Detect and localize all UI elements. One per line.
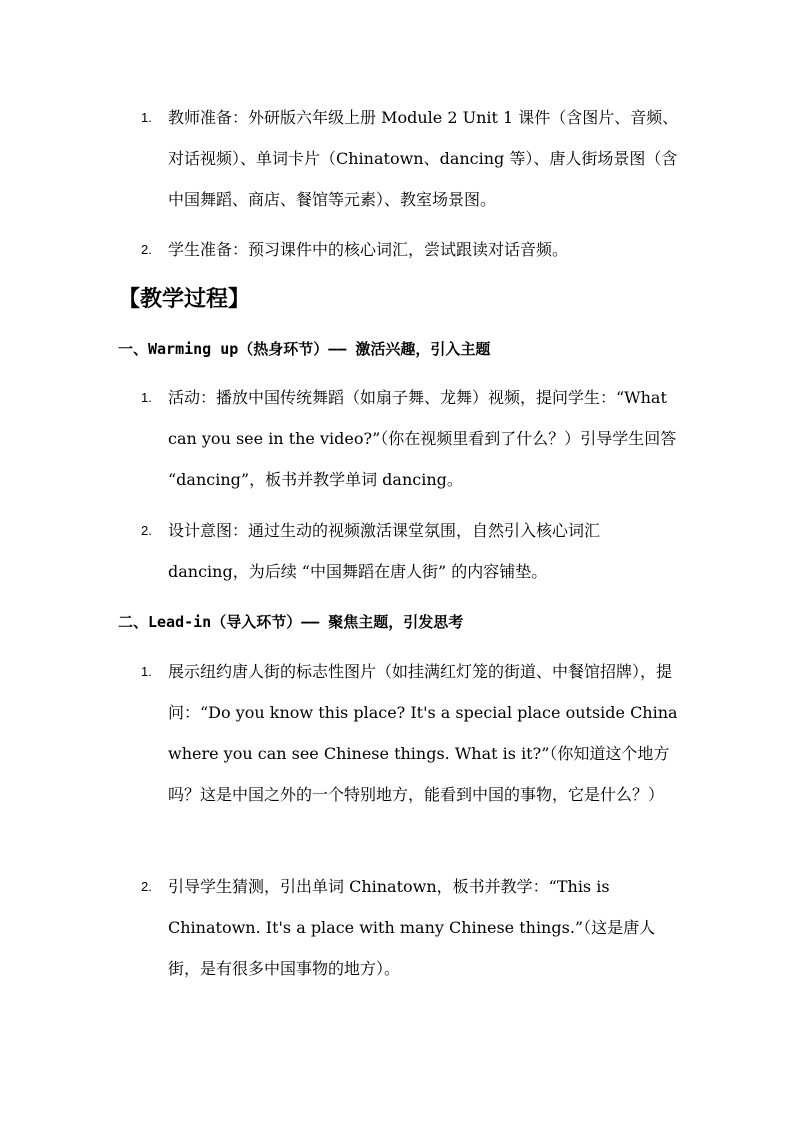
process-title: 【教学过程】: [118, 287, 251, 312]
leadin-item-2: [141, 866, 681, 989]
warmup-item-1: [141, 377, 681, 500]
list-text: 教师准备：外研版六年级上册 Module 2 Unit 1 课件（含图片、音频、对话视频）、单词卡片（Chinatown、dancing 等）、唐人街场景图（含中国舞蹈、商店、餐馆等元素）、教室场景图。: [168, 108, 679, 209]
list-number: 1.: [141, 110, 152, 125]
list-number: 1.: [141, 664, 152, 679]
list-number: 1.: [141, 390, 152, 405]
list-number: 2.: [141, 879, 152, 894]
list-text: 学生准备：预习课件中的核心词汇，尝试跟读对话音频。: [168, 240, 569, 259]
prep-item-1: [141, 97, 681, 220]
warmup-item-2: [141, 510, 681, 592]
list-text: 展示纽约唐人街的标志性图片（如挂满红灯笼的街道、中餐馆招牌），提问：“Do you know this place? It's a special place outside China where you can see Chinese things. What is it?”（你知道这个地方吗？这是中国之外的一个特别地方，能看到中国的事物，它是什么？）: [168, 662, 678, 804]
leadin-item-1: [141, 651, 681, 815]
section-heading-lead-in: 二、Lead-in（导入环节）—— 聚焦主题，引发思考: [118, 613, 464, 631]
prep-item-2: [141, 229, 681, 270]
list-number: 2.: [141, 523, 152, 538]
section-heading-warming-up: 一、Warming up（热身环节）—— 激活兴趣，引入主题: [118, 340, 491, 358]
list-text: 活动：播放中国传统舞蹈（如扇子舞、龙舞）视频，提问学生：“What can you see in the video?”（你在视频里看到了什么？）引导学生回答 “dancing”，板书并教学单词 dancing。: [168, 388, 677, 489]
list-text: 设计意图：通过生动的视频激活课堂氛围，自然引入核心词汇 dancing，为后续 “中国舞蹈在唐人街” 的内容铺垫。: [168, 521, 601, 581]
list-text: 引导学生猜测，引出单词 Chinatown，板书并教学：“This is Chinatown. It's a place with many Chinese things.”（这是唐人街，是有很多中国事物的地方）。: [168, 877, 656, 978]
list-number: 2.: [141, 242, 152, 257]
